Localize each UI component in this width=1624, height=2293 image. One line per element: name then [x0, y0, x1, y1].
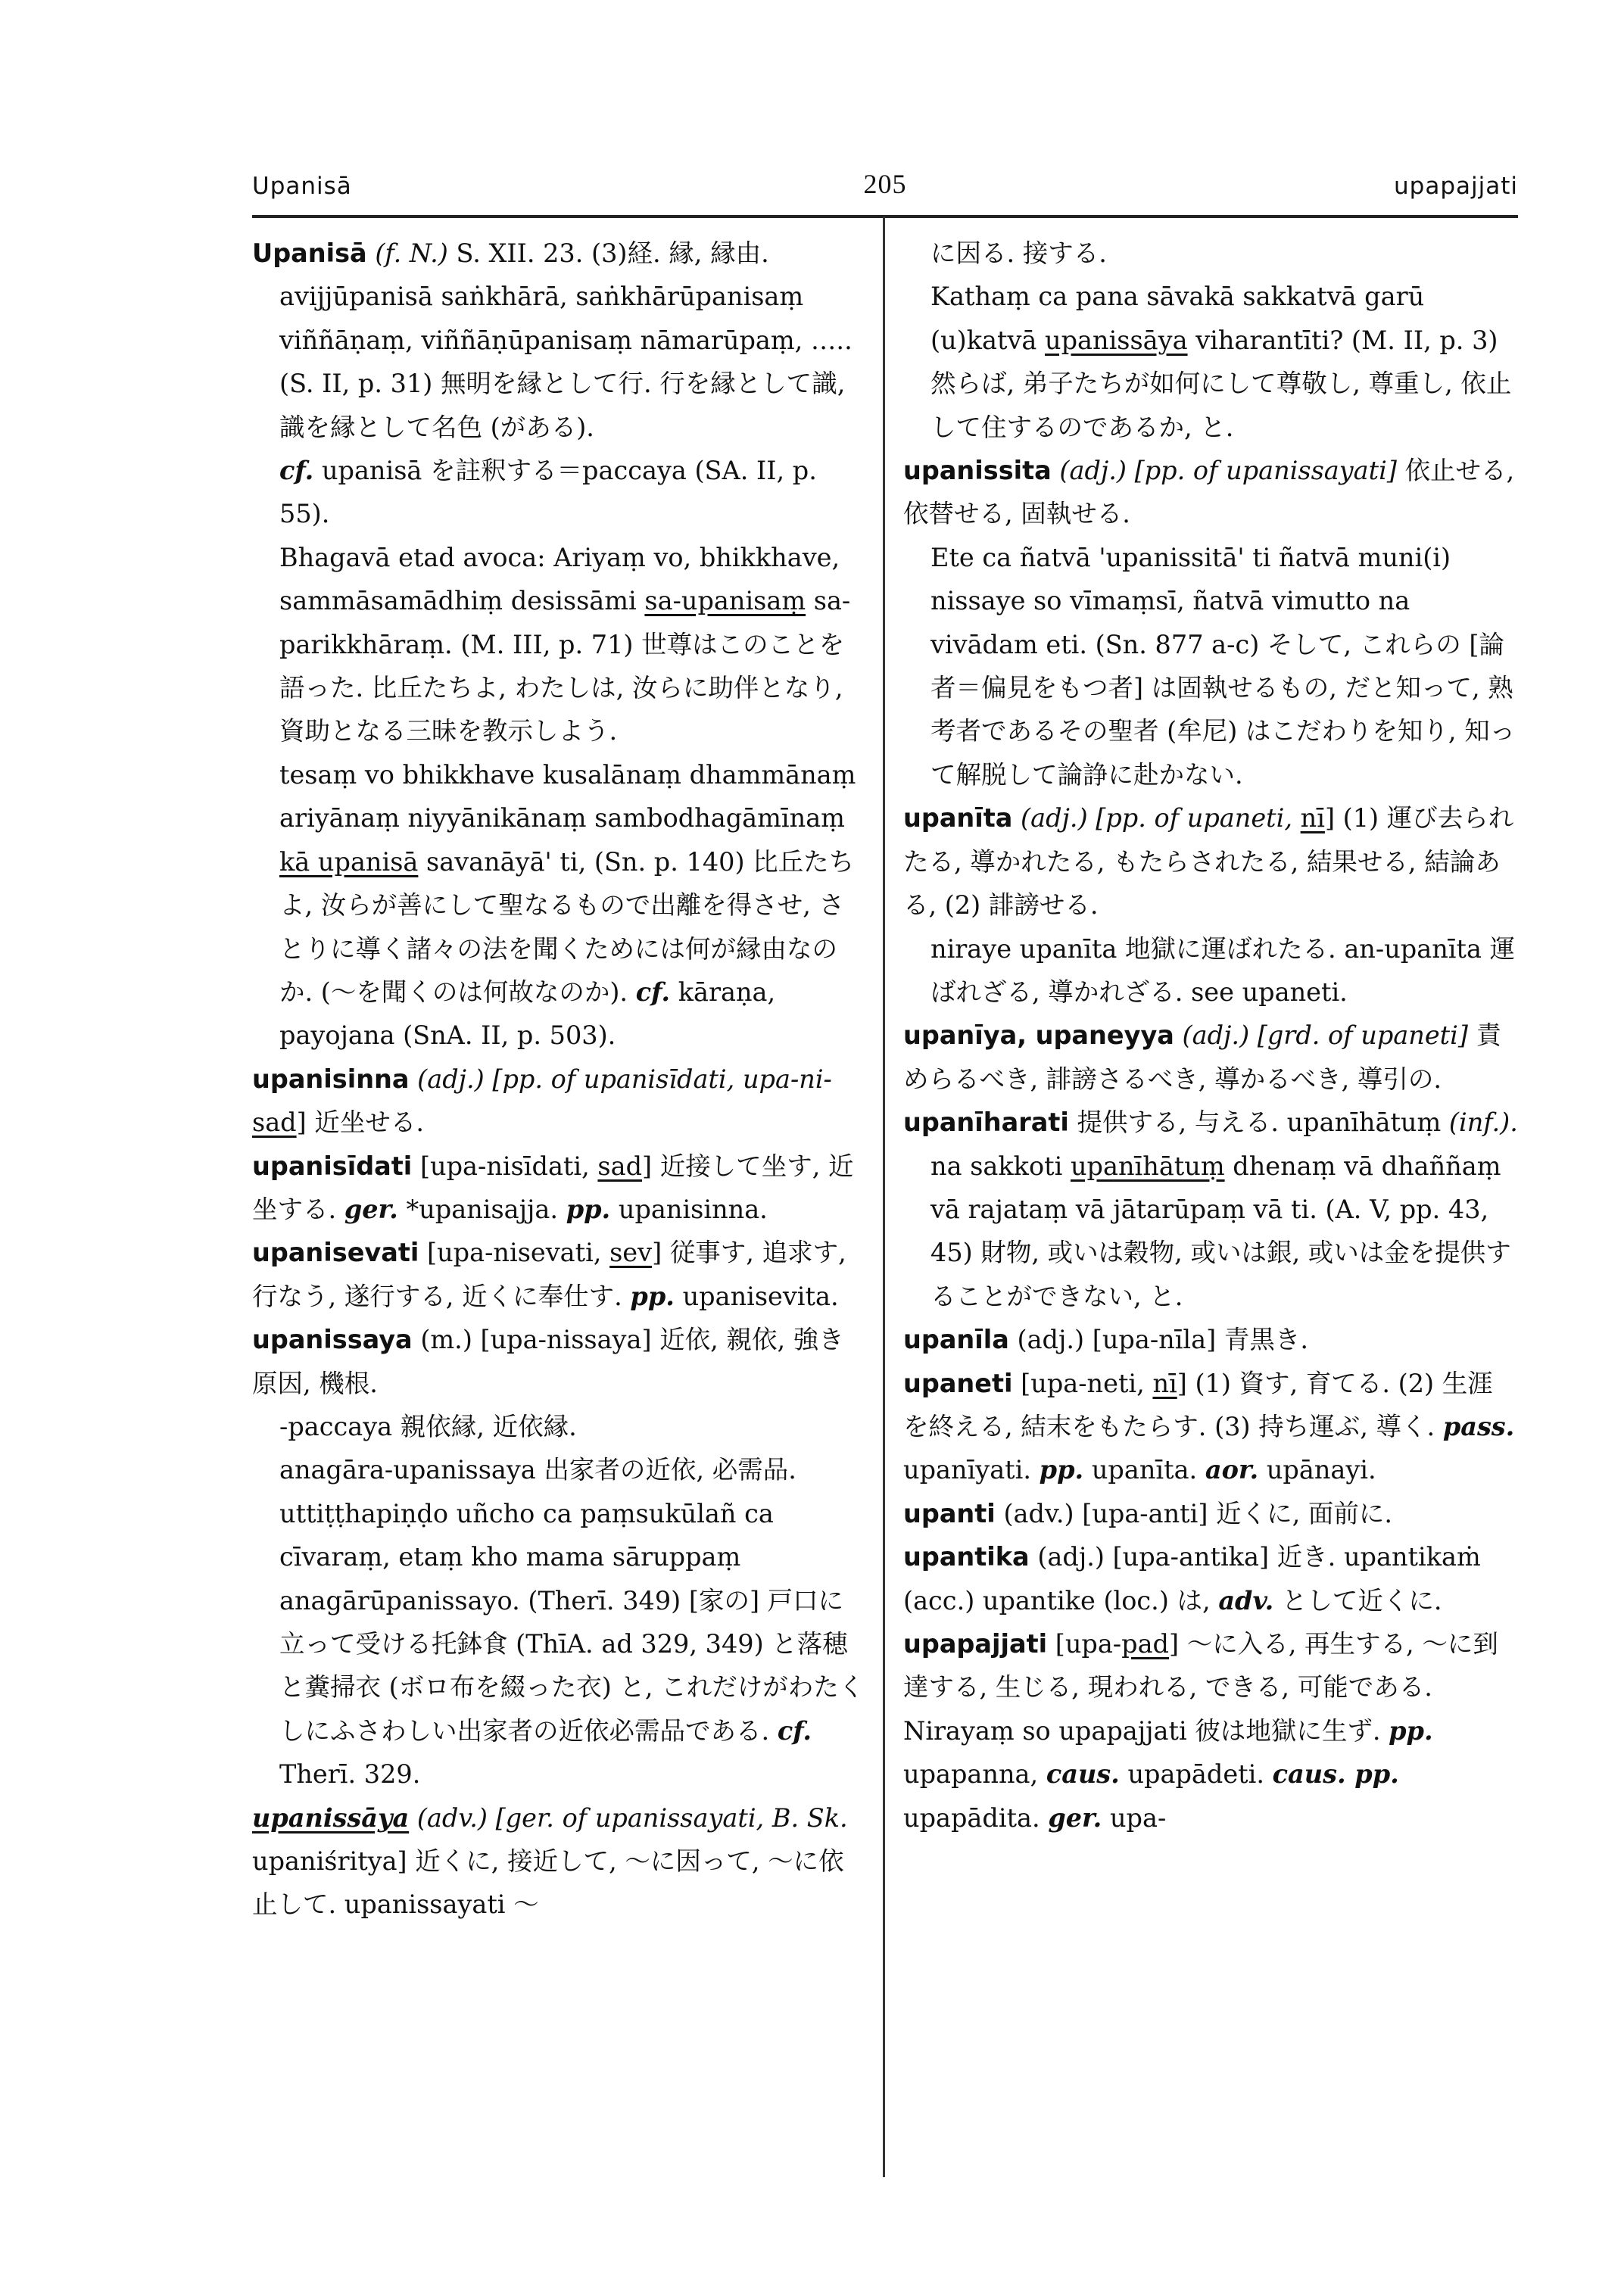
grammar: (adj.) [pp. of upaneti,	[1021, 803, 1292, 833]
entry-upanisa	[252, 232, 865, 275]
ger-label: ger.	[344, 1194, 398, 1224]
entry-upanissaya	[252, 1318, 865, 1405]
example	[279, 536, 865, 753]
ger-label: ger.	[1048, 1802, 1102, 1833]
caus-label: caus.	[1046, 1759, 1120, 1790]
underlined-term: upanissāya	[1045, 325, 1188, 355]
grammar: (adj.) [pp. of upanisīdati, upa-ni-	[417, 1064, 832, 1094]
cross-reference	[279, 449, 865, 536]
headword: upanīla	[903, 1325, 1009, 1355]
entry-upapajjati	[903, 1622, 1518, 1840]
etymology: [upa-neti,	[1021, 1368, 1145, 1398]
header-rule	[252, 215, 1518, 218]
grammar: (adv.) [ger. of upanissayati,	[416, 1802, 765, 1833]
definition: S. XII. 23. (3)経. 縁, 縁由.	[456, 238, 769, 268]
underlined-term: sa-upanisaṃ	[644, 586, 806, 616]
entry-upanissaya-adv	[252, 1796, 865, 1927]
pp-label: pp.	[1039, 1455, 1084, 1485]
underlined-term: kā upanisā	[279, 846, 419, 877]
headword: upanīta	[903, 803, 1013, 833]
entry-upanti	[903, 1492, 1518, 1535]
adv-label: adv.	[1218, 1585, 1274, 1615]
definition: 責めらるべき, 誹謗さるべき, 導かるべき, 導引の.	[903, 1020, 1502, 1094]
cf-label: cf.	[777, 1715, 812, 1746]
etymology: [upa-nisīdati,	[419, 1151, 590, 1181]
form: upapādeti.	[1127, 1759, 1264, 1790]
form: *upanisajja.	[406, 1194, 559, 1224]
form: upa-	[1109, 1802, 1167, 1833]
example-text: uttiṭṭhapiṇḍo uñcho ca paṃsukūlañ ca cīvaraṃ, etaṃ kho mama sāruppaṃ anagārūpanissayo. (Therī. 349) [家の] 戸口に立って受ける托鉢食 (ThīA. ad 329, 349) と落穂と糞掃衣 (ボロ布を綴った衣) と, これだけがわたくしにふさわしい出家者の近依必需品である.	[279, 1498, 865, 1746]
definition: 近依, 親依, 強き原因, 機根.	[252, 1325, 844, 1398]
example	[279, 753, 865, 1058]
definition: ] (1) 資す, 育てる. (2) 生涯を終える, 結末をもたらす. (3) 持ち運ぶ, 導く.	[903, 1368, 1493, 1441]
headword: upanissāya	[252, 1802, 410, 1833]
root: nī	[1152, 1368, 1177, 1398]
entry-upanisevati	[252, 1231, 865, 1318]
definition: 提供する, 与える. upanīhātuṃ	[1077, 1108, 1442, 1138]
etymology: [upa-nisevati,	[427, 1238, 602, 1268]
entry-upanissita	[903, 449, 1518, 536]
headword: upanisīdati	[252, 1151, 413, 1181]
form: upānayi.	[1266, 1455, 1376, 1485]
header-right-guideword: upapajjati	[1394, 173, 1518, 200]
right-column	[903, 232, 1518, 1840]
column-divider	[883, 217, 885, 2177]
root: sev	[609, 1238, 653, 1268]
cf-label: cf.	[635, 977, 671, 1007]
headword: upantika	[903, 1542, 1030, 1572]
definition: upaniśritya] 近くに, 接近して, ～に因って, ～に依止して. upanissayati ～	[252, 1846, 844, 1920]
definition: ] 近接して坐す, 近坐する.	[252, 1151, 854, 1224]
root: pad	[1121, 1629, 1170, 1659]
pp-label: pp.	[630, 1281, 675, 1311]
headword: upapajjati	[903, 1629, 1048, 1659]
example: Ete ca ñatvā 'upanissitā' ti ñatvā muni(i) nissaye so vīmaṃsī, ñatvā vimutto na vivādam eti. (Sn. 877 a-c) そして, これらの [論者＝偏見をもつ者] は固執せるもの, だと知って, 熟考者であるその聖者 (牟尼) はこだわりを知り, 知って解脱して論諍に赴かない.	[930, 542, 1516, 790]
example-text: tesaṃ vo bhikkhave kusalānaṃ dhammānaṃ ariyānaṃ niyyānikānaṃ sambodhagāmīnaṃ	[279, 759, 856, 833]
definition: ] ～に入る, 再生する, ～に到達する, 生じる, 現われる, できる, 可能である. Nirayaṃ so upapajjati 彼は地獄に生ず.	[903, 1629, 1498, 1746]
pp-label: pp.	[1389, 1715, 1433, 1746]
entry-upaniharati	[903, 1101, 1518, 1144]
entry-upaniya	[903, 1014, 1518, 1101]
example-text: savanāyā' ti, (Sn. p. 140) 比丘たちよ, 汝らが善にして聖なるもので出離を得させ, さとりに導く諸々の法を聞くためには何が縁由なのか. (～を聞くのは何故なのか).	[279, 846, 855, 1007]
pp-label: pp.	[566, 1194, 611, 1224]
form: upanisevita.	[682, 1281, 839, 1311]
sub-entry: anagāra-upanissaya 出家者の近依, 必需品.	[279, 1455, 796, 1485]
headword: upanissaya	[252, 1325, 413, 1355]
cf-text: kāraṇa, payojana (SnA. II, p. 503).	[279, 977, 776, 1051]
example: avijjūpanisā saṅkhārā, saṅkhārūpanisaṃ viññāṇaṃ, viññāṇūpanisaṃ nāmarūpaṃ, ….. (S. II, p. 31) 無明を縁として行. 行を縁として識, 識を縁として名色 (がある).	[279, 282, 853, 442]
entry-upanita	[903, 796, 1518, 927]
entry-upanisinna	[252, 1058, 865, 1145]
headword: Upanisā	[252, 238, 367, 268]
page-header	[252, 169, 1518, 218]
grammar: (inf.).	[1448, 1108, 1518, 1138]
page-number: 205	[863, 169, 907, 199]
left-column	[252, 232, 865, 1927]
sub-entry: -paccaya 親依縁, 近依縁.	[279, 1411, 577, 1441]
definition: として近くに.	[1281, 1585, 1442, 1615]
example-text: Kathaṃ ca pana sāvakā sakkatvā garū (u)katvā	[930, 282, 1425, 355]
headword: upaneti	[903, 1368, 1013, 1398]
header-left-guideword: Upanisā	[252, 173, 352, 200]
definition: ] 近坐せる.	[296, 1108, 424, 1138]
example	[930, 1145, 1518, 1319]
headword: upanisevati	[252, 1238, 419, 1268]
etymology: [upa-	[1055, 1629, 1122, 1659]
grammar: (f. N.)	[375, 238, 448, 268]
grammar: ]	[1324, 803, 1336, 833]
form: upanisinna.	[618, 1194, 768, 1224]
root: nī	[1300, 803, 1325, 833]
example-text: sa-parikkhāraṃ. (M. III, p. 71) 世尊はこのことを語った. 比丘たちよ, わたしは, 汝らに助伴となり, 資助となる三昧を教示しよう.	[279, 586, 851, 746]
entry-upaneti	[903, 1362, 1518, 1492]
entry-upanisidati	[252, 1145, 865, 1232]
cf-text: upanisā を註釈する＝paccaya (SA. II, p. 55).	[279, 456, 817, 529]
grammar: (adj.) [pp. of upanissayati]	[1059, 456, 1397, 486]
root: sad	[597, 1151, 643, 1181]
sub-entry: niraye upanīta 地獄に運ばれたる. an-upanīta 運ばれざる, 導かれざる. see upaneti.	[930, 933, 1516, 1007]
entry-upantika	[903, 1535, 1518, 1622]
headword: upanīharati	[903, 1108, 1069, 1138]
definition: (1) 運び去られたる, 導かれたる, もたらされたる, 結果せる, 結論ある, (2) 誹謗せる.	[903, 803, 1514, 921]
grammar: (adj.) [grd. of upaneti]	[1182, 1020, 1468, 1051]
cf-label: cf.	[279, 456, 314, 486]
headword: upanīya, upaneyya	[903, 1020, 1174, 1051]
grammar: (m.) [upa-nissaya]	[420, 1325, 652, 1355]
caus-pp-label: caus. pp.	[1272, 1759, 1399, 1790]
definition: (adv.) [upa-anti] 近くに, 面前に.	[1003, 1498, 1393, 1528]
definition: (adj.) [upa-antika] 近き. upantikaṁ (acc.) upantike (loc.) は,	[903, 1542, 1481, 1615]
root: sad	[252, 1108, 297, 1138]
headword: upanisinna	[252, 1064, 410, 1094]
grammar: B. Sk.	[771, 1802, 848, 1833]
definition: ] 従事す, 追求す, 行なう, 遂行する, 近くに奉仕す.	[252, 1238, 846, 1311]
headword: upanti	[903, 1498, 996, 1528]
entry-upanila	[903, 1318, 1518, 1361]
aor-label: aor.	[1205, 1455, 1259, 1485]
example-text: Bhagavā etad avoca: Ariyaṃ vo, bhikkhave, sammāsamādhiṃ desissāmi	[279, 542, 840, 616]
headword: upanissita	[903, 456, 1052, 486]
example-text: na sakkoti	[930, 1151, 1063, 1181]
example-text: dhenaṃ vā dhaññaṃ vā rajataṃ vā jātarūpaṃ vā ti. (A. V, pp. 43, 45) 財物, 或いは穀物, 或いは銀, 或いは金を提供することができない, と.	[930, 1151, 1511, 1311]
example	[930, 275, 1518, 449]
example	[279, 1492, 865, 1796]
example-text: viharantīti? (M. II, p. 3) 然らば, 弟子たちが如何にして尊敬し, 尊重し, 依止して住するのであるか, と.	[930, 325, 1512, 442]
underlined-term: upanīhātuṃ	[1070, 1151, 1225, 1181]
continued-definition: に因る. 接する.	[930, 238, 1107, 268]
definition: 依止せる, 依替せる, 固執せる.	[903, 456, 1515, 529]
form: upanīyati.	[903, 1455, 1032, 1485]
form: upapanna,	[903, 1759, 1039, 1790]
cf-text: Therī. 329.	[279, 1759, 421, 1790]
form: upapādita.	[903, 1802, 1040, 1833]
definition: (adj.) [upa-nīla] 青黒き.	[1017, 1325, 1308, 1355]
form: upanīta.	[1091, 1455, 1198, 1485]
pass-label: pass.	[1442, 1411, 1515, 1441]
